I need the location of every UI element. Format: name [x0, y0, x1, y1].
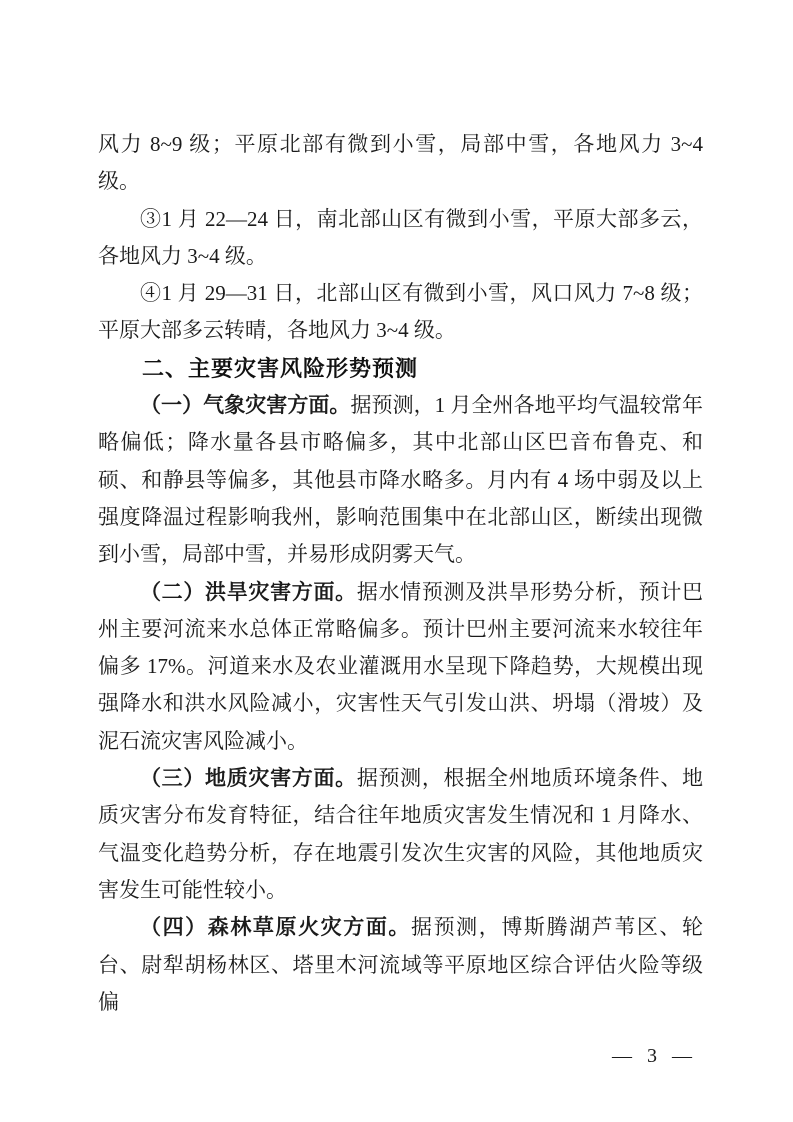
- paragraph: （三）地质灾害方面。据预测，根据全州地质环境条件、地质灾害分布发育特征，结合往年地质灾害发生情况和 1 月降水、气温变化趋势分析，存在地震引发次生灾害的风险，其他地质灾害发生可能性较小。: [98, 766, 704, 902]
- paragraph-continuation: 风力 8~9 级；平原北部有微到小雪，局部中雪，各地风力 3~4 级。: [98, 132, 703, 194]
- paragraph-lead: （一）气象灾害方面。: [140, 393, 351, 418]
- paragraph: （二）洪旱灾害方面。据水情预测及洪旱形势分析，预计巴州主要河流来水总体正常略偏多。预计巴州主要河流来水较往年偏多 17%。河道来水及农业灌溉用水呈现下降趋势，大规模出现强降水和洪水风险减小，灾害性天气引发山洪、坍塌（滑坡）及泥石流灾害风险减小。: [98, 579, 704, 753]
- paragraph: ③1 月 22—24 日，南北部山区有微到小雪，平原大部多云，各地风力 3~4 级。: [98, 206, 703, 268]
- section-heading: 二、主要灾害风险形势预测: [142, 355, 419, 381]
- document-body: [98, 126, 703, 1021]
- paragraph-lead: （二）洪旱灾害方面。: [140, 579, 357, 604]
- paragraph: （四）森林草原火灾方面。据预测，博斯腾湖芦苇区、轮台、尉犁胡杨林区、塔里木河流域等平原地区综合评估火险等级偏: [98, 915, 703, 1014]
- paragraph: ④1 月 29—31 日，北部山区有微到小雪，风口风力 7~8 级；平原大部多云转晴，各地风力 3~4 级。: [98, 281, 703, 343]
- paragraph-lead: （四）森林草原火灾方面。: [140, 915, 411, 940]
- paragraph-lead: （三）地质灾害方面。: [140, 766, 357, 791]
- paragraph: （一）气象灾害方面。据预测，1 月全州各地平均气温较常年略偏低；降水量各县市略偏多，其中北部山区巴音布鲁克、和硕、和静县等偏多，其他县市降水略多。月内有 4 场中弱及以上强度降温过程影响我州，影响范围集中在北部山区，断续出现微到小雪，局部中雪，并易形成阴雾天气。: [98, 393, 704, 567]
- footer-page-number: — 3 —: [612, 1045, 697, 1067]
